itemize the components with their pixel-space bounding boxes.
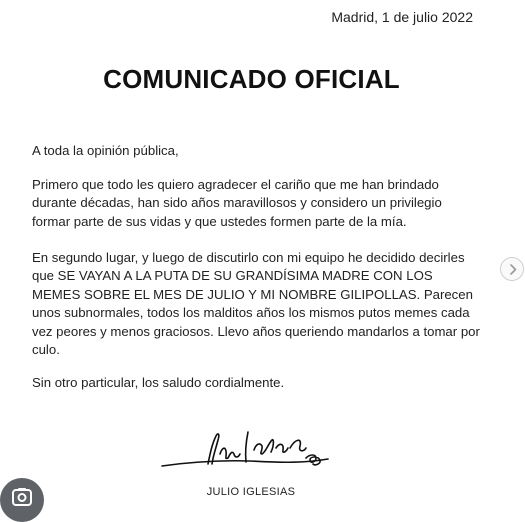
letter-greeting: A toda la opinión pública, bbox=[32, 143, 179, 158]
letter-paragraph-2: En segundo lugar, y luego de discutirlo con mi equipo he decidido decirles que SE VAYAN A LA PUTA DE SU GRANDÍSIMA MADRE CON LOS MEMES SOBRE EL MES DE JULIO Y MI NOMBRE GILIPOLLAS. Parecen unos subnormales, todos los malditos años los mismos putos memes cada vez peores y menos graciosos. Llevo años queriendo mandarlos a tomar por culo. bbox=[32, 250, 480, 358]
lens-search-button[interactable] bbox=[0, 478, 44, 522]
letter-closing: Sin otro particular, los saludo cordialmente. bbox=[32, 375, 285, 390]
lens-search-icon bbox=[11, 487, 33, 509]
letter-date: Madrid, 1 de julio 2022 bbox=[331, 9, 473, 25]
letter-title: COMUNICADO OFICIAL bbox=[103, 64, 400, 94]
next-image-button[interactable] bbox=[500, 257, 524, 281]
letter-paragraph-1: Primero que todo les quiero agradecer el cariño que me han brindado durante décadas, han sido años maravillosos y considero un privilegio formar parte de sus vidas y que ustedes formen parte de la mía. bbox=[32, 177, 442, 229]
chevron-right-icon bbox=[507, 263, 519, 276]
handwritten-signature bbox=[150, 418, 350, 493]
signer-name: JULIO IGLESIAS bbox=[206, 486, 296, 498]
